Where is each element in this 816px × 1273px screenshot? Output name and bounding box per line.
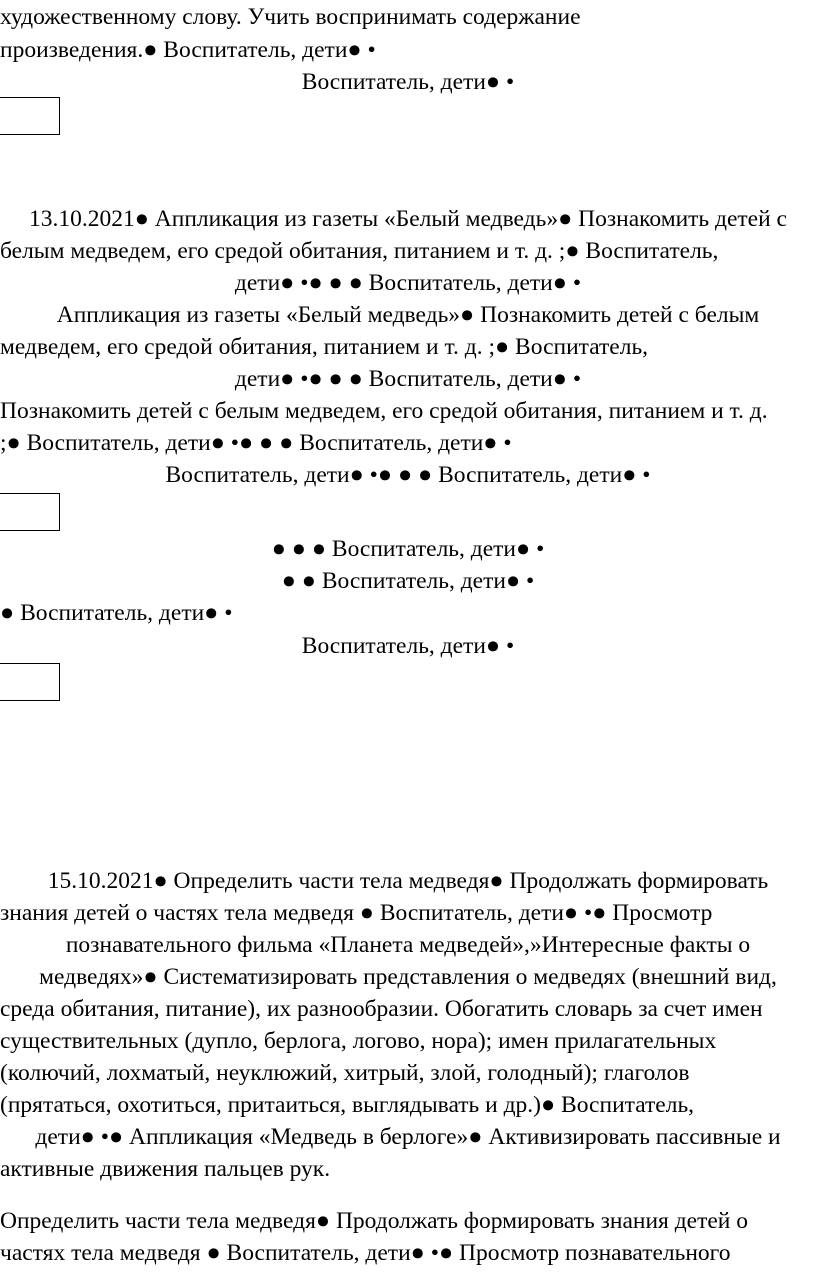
text-line: существительных (дупло, берлога, логово, нора); имен прилагательных <box>0 1028 717 1054</box>
text-line: Определить части тела медведя● Продолжать формировать знания детей о <box>0 1208 749 1234</box>
text-line: произведения.● Воспитатель, дети● • <box>0 37 376 63</box>
text-line: Аппликация из газеты «Белый медведь»● Познакомить детей с белым <box>56 302 760 328</box>
text-line: 13.10.2021● Аппликация из газеты «Белый медведь»● Познакомить детей с <box>28 206 787 232</box>
text-line: художественному слову. Учить воспринимать содержание <box>0 4 581 30</box>
text-line: медведем, его средой обитания, питанием и т. д. ;● Воспитатель, <box>0 334 649 360</box>
text-line: белым медведем, его средой обитания, питанием и т. д. ;● Воспитатель, <box>0 238 719 264</box>
text-line: медведях»● Систематизировать представления о медведях (внешний вид, <box>39 964 777 990</box>
empty-cell-box <box>0 663 60 701</box>
text-line: дети● •● ● ● Воспитатель, дети● • <box>234 366 582 392</box>
text-line: Воспитатель, дети● • <box>301 69 515 95</box>
text-line: ● ● Воспитатель, дети● • <box>281 568 535 594</box>
text-line: 15.10.2021● Определить части тела медведя● Продолжать формировать <box>47 868 769 894</box>
text-line: Познакомить детей с белым медведем, его средой обитания, питанием и т. д. <box>0 398 768 424</box>
text-line: среда обитания, питание), их разнообразии. Обогатить словарь за счет имен <box>0 996 763 1022</box>
text-line: (колючий, лохматый, неуклюжий, хитрый, злой, голодный); глаголов <box>0 1060 690 1086</box>
text-line: знания детей о частях тела медведя ● Воспитатель, дети● •● Просмотр <box>0 900 713 926</box>
text-line: частях тела медведя ● Воспитатель, дети● •● Просмотр познавательного <box>0 1240 731 1266</box>
text-line: познавательного фильма «Планета медведей»,»Интересные факты о <box>65 932 751 958</box>
text-line: дети● •● Аппликация «Медведь в берлоге»● Активизировать пассивные и <box>35 1124 781 1150</box>
text-line: Воспитатель, дети● • <box>301 633 515 659</box>
text-line: дети● •● ● ● Воспитатель, дети● • <box>234 270 582 296</box>
empty-cell-box <box>0 97 60 135</box>
text-line: ;● Воспитатель, дети● •● ● ● Воспитатель, дети● • <box>0 430 512 456</box>
text-line: активные движения пальцев рук. <box>0 1156 331 1182</box>
text-line: Воспитатель, дети● •● ● ● Воспитатель, дети● • <box>165 462 651 488</box>
text-line: ● ● ● Воспитатель, дети● • <box>271 536 545 562</box>
text-line: ● Воспитатель, дети● • <box>0 600 233 626</box>
text-line: (прятаться, охотиться, притаиться, выглядывать и др.)● Воспитатель, <box>0 1092 695 1118</box>
empty-cell-box <box>0 493 60 531</box>
